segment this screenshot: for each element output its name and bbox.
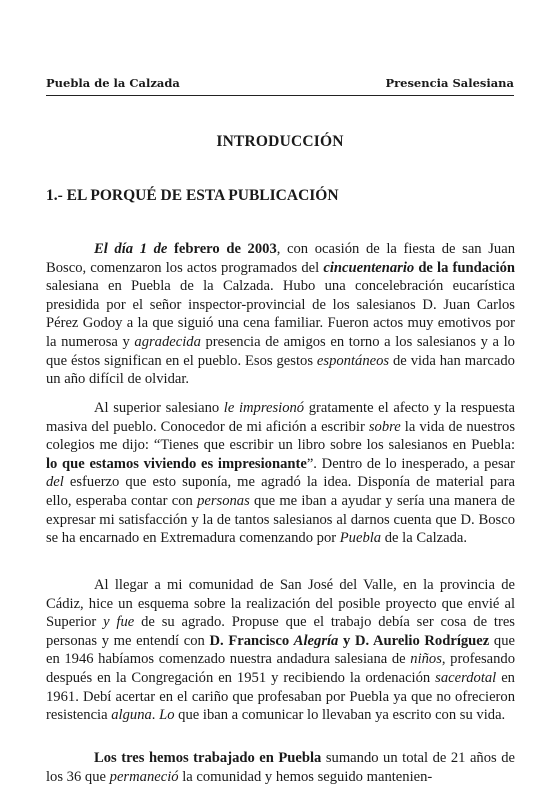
paragraph-2 (46, 399, 515, 548)
italic-run: del (46, 474, 64, 491)
italic-run: sobre (368, 418, 401, 435)
text-run: esfuerzo que esto suponía, me agradó la idea. Disponía de material para ello, esperaba contar con (46, 474, 515, 509)
italic-run: sacerdotal (435, 669, 497, 686)
header-left-title: Puebla de la Calzada (46, 76, 180, 90)
text-run: gratamente el afecto y la respuesta masiva del pueblo. Conocedor de mi afición a escribir (46, 400, 515, 435)
name-bold: D. Francisco (209, 632, 294, 649)
text-run: sumando un total de 21 años de los 36 que (46, 750, 515, 785)
italic-run: permaneció (109, 768, 179, 785)
italic-run: espontáneos (316, 352, 390, 369)
text-run: en 1961. Debí acertar en el cariño que profesaban por Puebla ya que no ofrecieron resistencia (46, 669, 515, 724)
text-run: que iban a comunicar lo llevaban ya escrito con su vida. (174, 707, 506, 724)
text-run: . (151, 707, 160, 724)
text-run: la vida de nuestros colegios me dijo: “Tienes que escribir un libro sobre los salesianos en Puebla: (46, 418, 515, 454)
text-run: que me iban a ayudar y sería una manera de expresar mi satisfacción y la de tantos salesianos al darnos cuenta que D. Bosco se ha encarnado en Extremadura comenzando por (46, 492, 516, 547)
running-header (46, 76, 514, 92)
italic-run: niños (410, 651, 442, 668)
name-emphasis: Alegría (293, 632, 339, 649)
date-bold: febrero de 2003 (167, 241, 277, 257)
italic-run: personas (197, 492, 250, 509)
lead-bold: Los tres hemos trabajado en Puebla (94, 750, 322, 766)
text-run: de la Calzada. (381, 530, 468, 547)
italic-run: alguna (111, 707, 152, 724)
italic-run: Lo (159, 707, 175, 724)
cincuentenario-emphasis: cincuentenario (323, 259, 415, 276)
italic-run: agradecida (134, 333, 201, 350)
text-run: la comunidad y hemos seguido mantenien- (178, 768, 433, 785)
text-run: de su agrado. Propuse que el trabajo debía ser cosa de tres personas y me entendí con (46, 614, 515, 649)
text-run: de vida han marcado un año difícil de olvidar. (46, 352, 515, 388)
header-rule (46, 95, 514, 96)
paragraph-4 (46, 749, 515, 786)
text-run: Al superior salesiano (94, 400, 224, 416)
text-run: salesiana en Puebla de la Calzada. Hubo una concelebración eucarística presidida por el señor inspector-provincial de los salesianos D. Juan Carlos Pérez Godoy a la que siguió una cena familiar. Fueron actos muy emotivos por la numerosa y (46, 278, 515, 350)
italic-run: le impresionó (223, 400, 305, 416)
fundacion-bold: de la fundación (414, 259, 516, 276)
paragraph-1 (46, 240, 515, 389)
italic-run: Puebla (339, 530, 382, 547)
paragraph-3 (46, 576, 515, 725)
page-title: INTRODUCCIÓN (216, 133, 344, 150)
text-run: Al llegar a mi comunidad de San José del Valle, en la provincia de Cádiz, hice un esquema sobre la realización del posible proyecto que envié al Superior (46, 577, 515, 631)
text-run: que en 1946 habíamos comenzado nuestra andadura salesiana de (46, 632, 515, 668)
quote-bold: lo que estamos viviendo es impresionante (46, 455, 307, 472)
text-run: presencia de amigos en torno a los salesianos y a lo que éstos significan en el pueblo. Esos gestos (46, 333, 515, 369)
section-heading: 1.- EL PORQUÉ DE ESTA PUBLICACIÓN (46, 187, 339, 204)
text-run: ”. Dentro de lo inesperado, a pesar (306, 455, 515, 472)
text-run: , profesando después en la Congregación en 1951 y recibiendo la ordenación (46, 651, 515, 686)
italic-run: y fue (103, 614, 135, 631)
date-emphasis: El día 1 de (94, 241, 168, 257)
name-bold: y D. Aurelio Rodríguez (338, 632, 490, 649)
header-right-title: Presencia Salesiana (385, 76, 514, 90)
text-run: , con ocasión de la fiesta de san Juan Bosco, comenzaron los actos programados del (46, 241, 515, 276)
